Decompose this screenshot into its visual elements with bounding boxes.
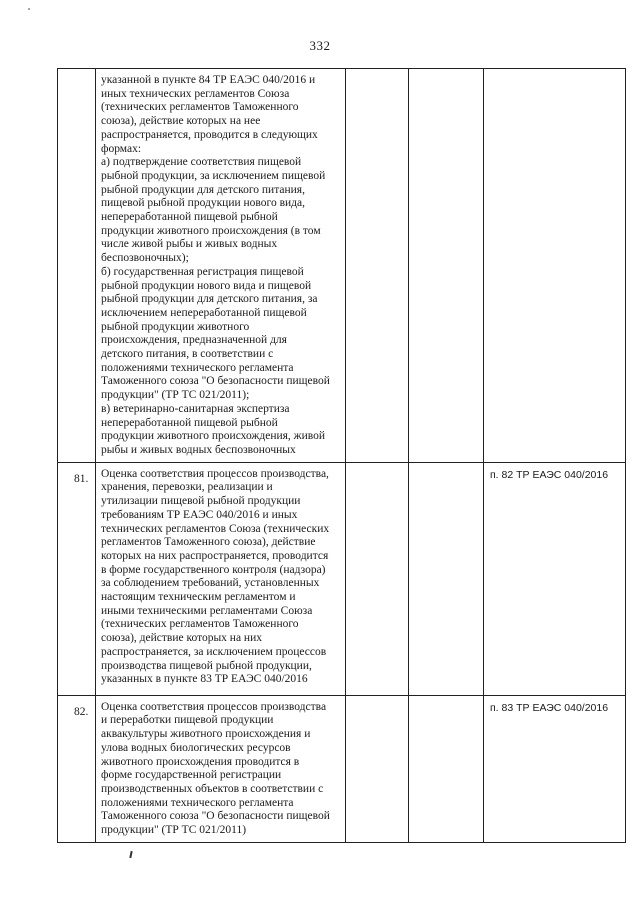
table-row xyxy=(58,695,626,842)
empty-cell xyxy=(409,462,484,695)
table-row xyxy=(58,462,626,695)
empty-cell xyxy=(346,462,409,695)
empty-cell xyxy=(409,695,484,842)
table-row xyxy=(58,69,626,463)
row-number-cell: 81. xyxy=(58,462,96,695)
stray-pen-mark xyxy=(129,851,132,858)
row-description-cell: Оценка соответствия процессов производства и переработки пищевой продукции аквакультуры животного происхождения и улова водных биологических ресурсов животного происхождения проводится в форме государственной регистрации производственных объектов в соответствии с положениями технического регламента Таможенного союза "О безопасности пищевой продукции" (ТР ТС 021/2011) xyxy=(96,695,346,842)
empty-cell xyxy=(346,69,409,463)
requirements-table xyxy=(57,68,626,843)
row-number-cell xyxy=(58,69,96,463)
empty-cell xyxy=(346,695,409,842)
row-reference-cell: п. 82 ТР ЕАЭС 040/2016 xyxy=(484,462,626,695)
row-description-cell: Оценка соответствия процессов производства, хранения, перевозки, реализации и утилизации пищевой рыбной продукции требованиям ТР ЕАЭС 040/2016 и иных технических регламентов Союза (технических регламентов Таможенного союза), действие которых на них распространяется, проводится в форме государственного контроля (надзора) за соблюдением требований, установленных настоящим техническим регламентом и иными техническими регламентами Союза (технических регламентов Таможенного союза), действие которых на них распространяется, за исключением процессов производства пищевой рыбной продукции, указанных в пункте 83 ТР ЕАЭС 040/2016 xyxy=(96,462,346,695)
page-number: 332 xyxy=(309,38,331,53)
empty-cell xyxy=(409,69,484,463)
row-reference-cell xyxy=(484,69,626,463)
scan-speck xyxy=(28,8,30,10)
row-number-cell: 82. xyxy=(58,695,96,842)
row-reference-cell: п. 83 ТР ЕАЭС 040/2016 xyxy=(484,695,626,842)
row-description-cell: указанной в пункте 84 ТР ЕАЭС 040/2016 и иных технических регламентов Союза (технических регламентов Таможенного союза), действие которых на нее распространяется, проводится в следующих формах: а) подтверждение соответствия пищевой рыбной продукции, за исключением пищевой рыбной продукции для детского питания, пищевой рыбной продукции нового вида, непереработанной пищевой рыбной продукции животного происхождения (в том числе живой рыбы и живых водных беспозвоночных); б) государственная регистрация пищевой рыбной продукции нового вида и пищевой рыбной продукции для детского питания, за исключением непереработанной пищевой рыбной продукции животного происхождения, предназначенной для детского питания, в соответствии с положениями технического регламента Таможенного союза "О безопасности пищевой продукции" (ТР ТС 021/2011); в) ветеринарно-санитарная экспертиза непереработанной пищевой рыбной продукции животного происхождения, живой рыбы и живых водных беспозвоночных xyxy=(96,69,346,463)
